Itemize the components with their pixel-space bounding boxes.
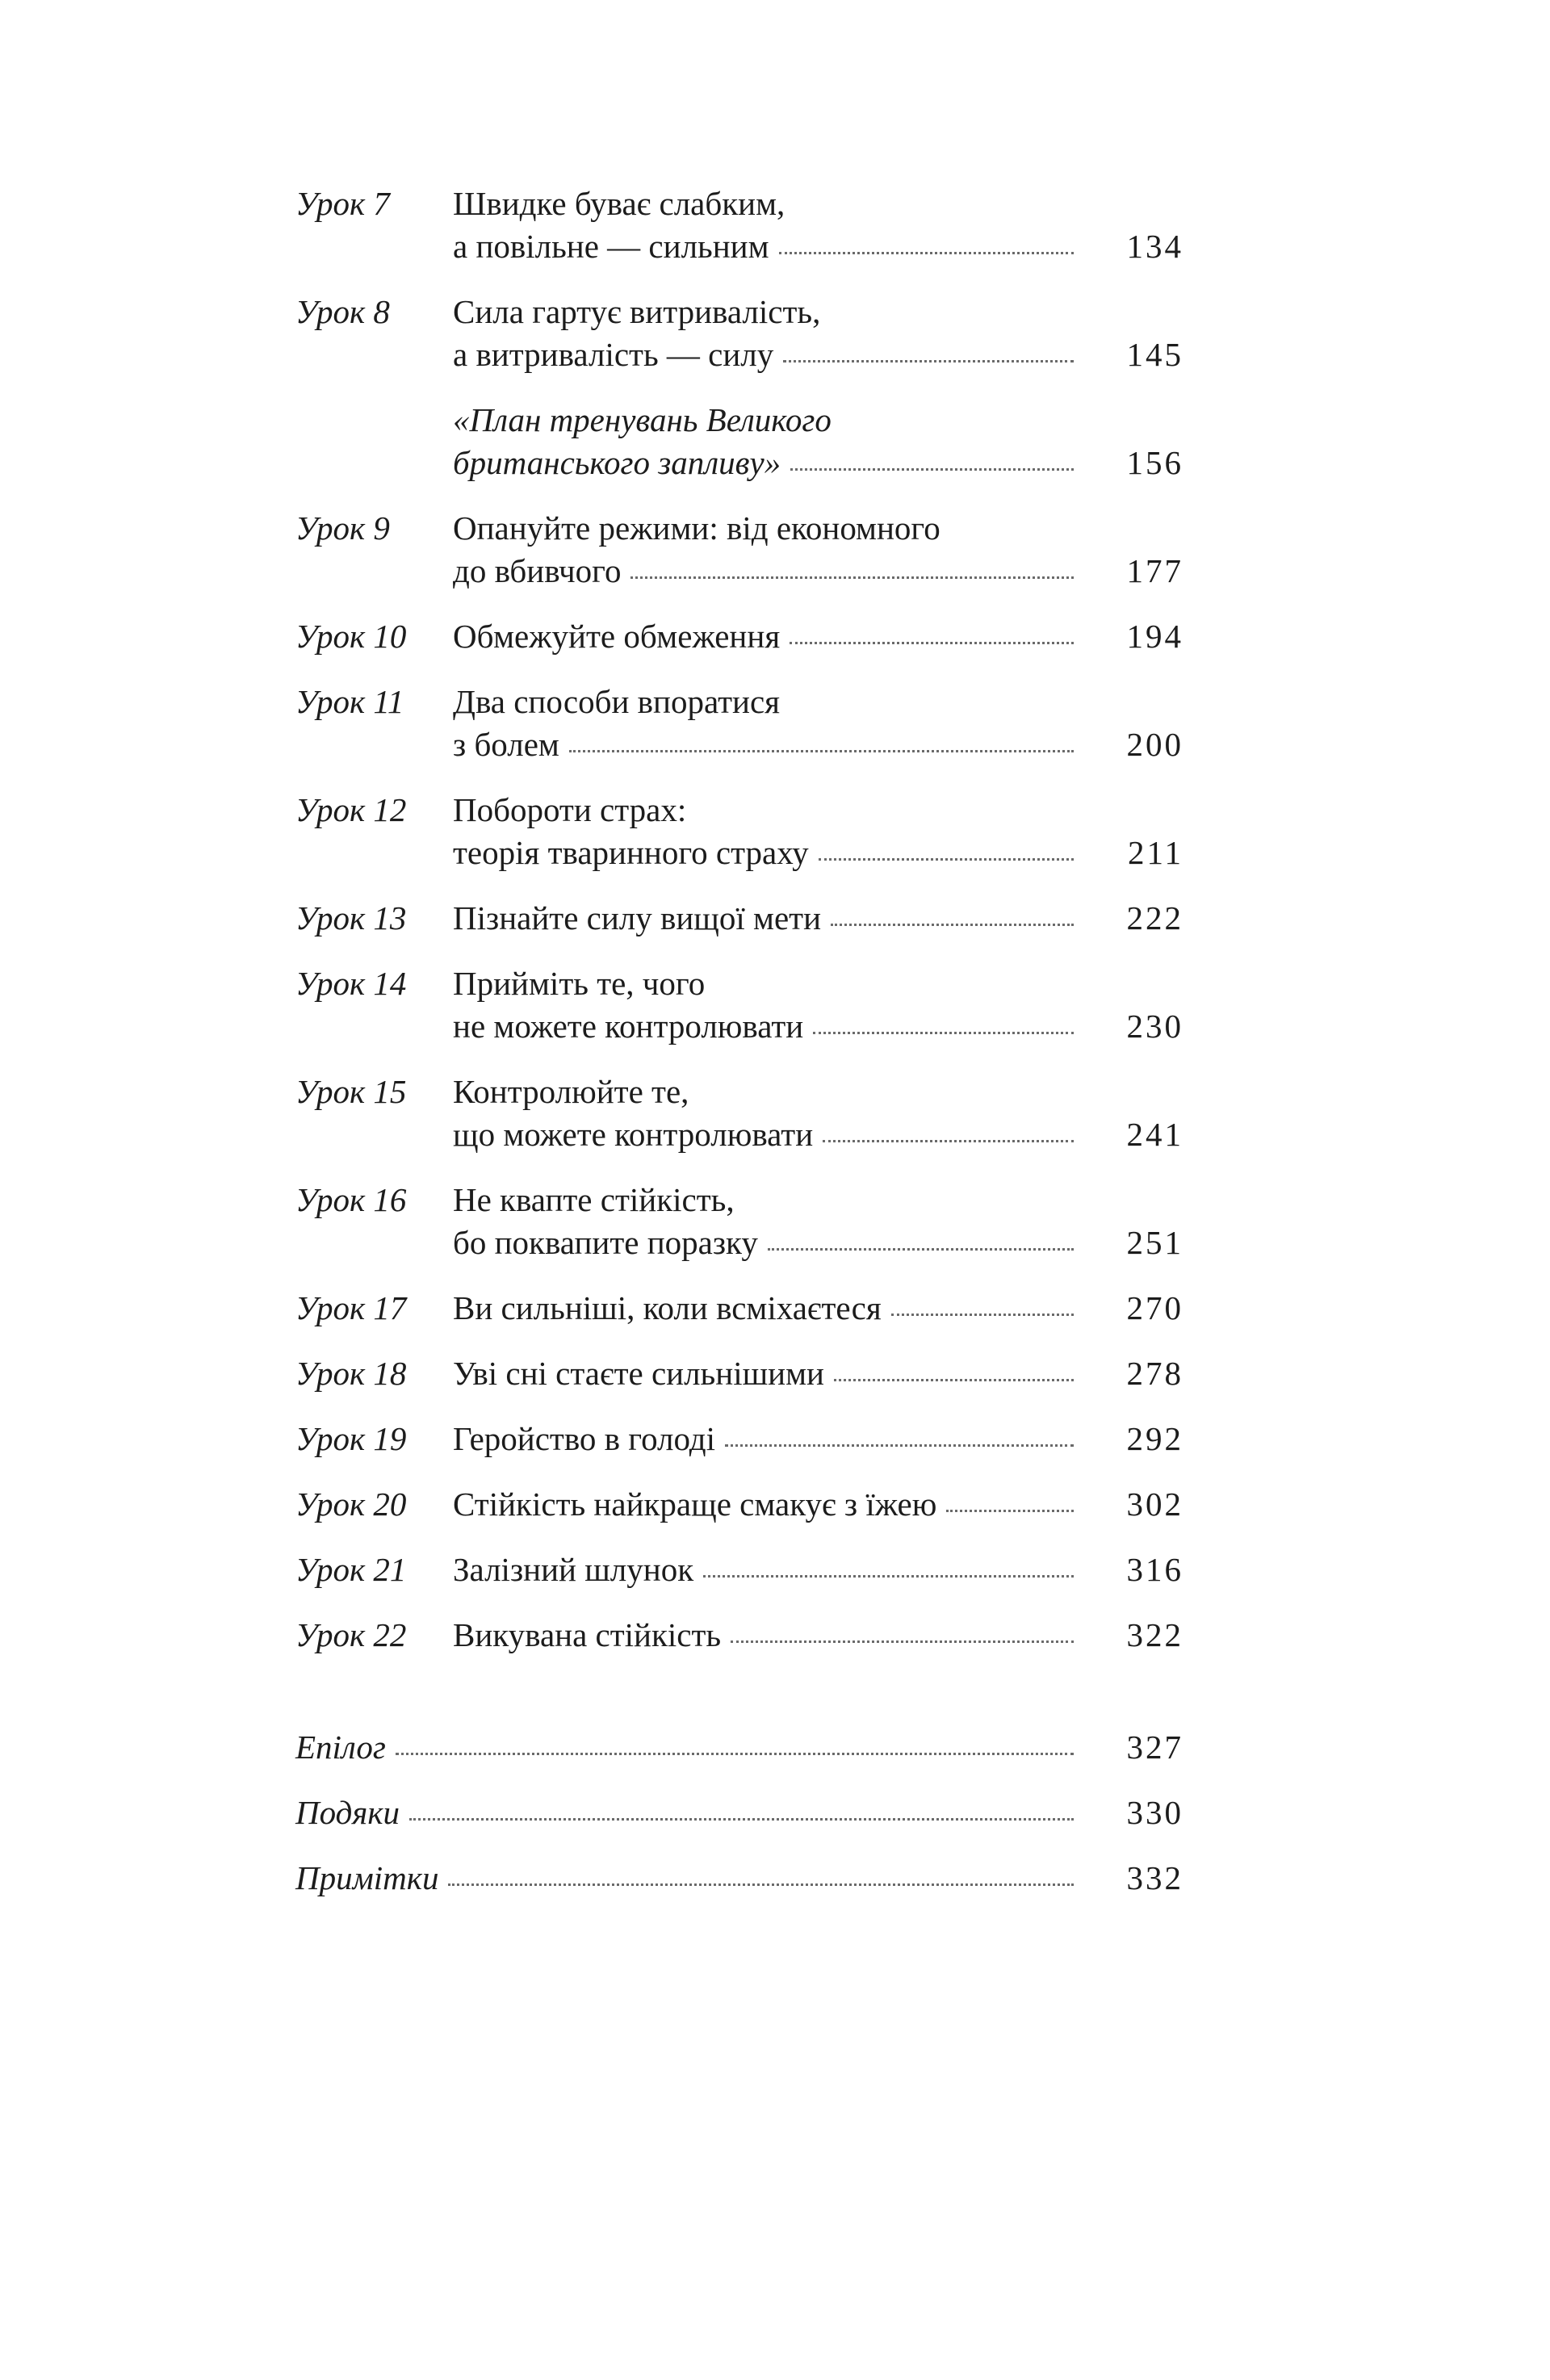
lesson-label: Урок 20 [295,1485,407,1523]
dot-leader [725,1444,1074,1447]
entry-leader-row [453,1221,1183,1264]
entry-leader-row [453,1614,1183,1657]
entry-title-line: бо поквапите поразку [453,1224,758,1261]
lesson-label: Урок 11 [295,683,404,720]
entry-title-block [453,291,1183,376]
entry-leader-row [295,1791,1183,1834]
page-number: 302 [1126,1485,1183,1523]
dot-leader [703,1575,1074,1578]
dot-leader [783,360,1074,362]
page-number: 270 [1126,1289,1183,1326]
page-number: 292 [1126,1420,1183,1457]
page-number: 230 [1126,1008,1183,1045]
page-number: 322 [1126,1616,1183,1653]
lesson-label: Урок 7 [295,185,390,222]
lesson-label: Урок 10 [295,618,407,655]
toc-back-entry[interactable] [295,1791,1183,1834]
page-number: 211 [1128,834,1183,871]
toc-back-entry[interactable] [295,1857,1183,1900]
entry-leader-row [453,1287,1183,1330]
toc-entry[interactable] [295,507,1183,593]
entry-title-line: Контролюйте те, [453,1073,689,1110]
lesson-label: Урок 22 [295,1616,407,1653]
entry-title-line: а повільне — сильним [453,228,769,265]
entry-leader-row [453,550,1183,593]
entry-title-line: Не квапте стійкість, [453,1181,735,1218]
page-number: 332 [1126,1859,1183,1896]
toc-entry[interactable] [295,789,1183,874]
lesson-label: Урок 9 [295,509,390,547]
entry-title-line: з болем [453,726,559,763]
lesson-label: Урок 18 [295,1355,407,1392]
page-number: 327 [1126,1728,1183,1766]
entry-title-block [453,962,1183,1048]
dot-leader [823,1140,1074,1142]
entry-leader-row [453,442,1183,484]
entry-title-block [295,1791,1183,1834]
entry-title-block [453,1483,1183,1526]
entry-title-line: Два способи впоратися [453,683,780,720]
toc-entry[interactable] [295,681,1183,766]
entry-title-block [453,1548,1183,1591]
entry-title-block [453,897,1183,940]
section-divider [295,1679,1183,1726]
toc-entry[interactable] [295,1483,1183,1526]
entry-title-block [453,1418,1183,1460]
dot-leader [834,1379,1074,1381]
dot-leader [731,1640,1074,1643]
toc-entry[interactable] [295,1352,1183,1395]
entry-title-block [295,1726,1183,1769]
toc-entry[interactable] [295,1418,1183,1460]
entry-title-block [295,1857,1183,1900]
lesson-label: Урок 15 [295,1073,407,1110]
page-number: 145 [1126,336,1183,373]
back-matter-list [295,1726,1183,1900]
dot-leader [396,1753,1074,1755]
page-number: 194 [1126,618,1183,655]
toc-entry[interactable] [295,399,1183,484]
toc-entry[interactable] [295,291,1183,376]
lesson-label: Урок 14 [295,965,407,1002]
entry-title-line: Стійкість найкраще смакує з їжею [453,1485,937,1523]
entry-title-line: Уві сні стаєте сильнішими [453,1355,824,1392]
entry-title-line: Обмежуйте обмеження [453,618,781,655]
entry-leader-row [453,1418,1183,1460]
entry-title-block [453,789,1183,874]
dot-leader [779,252,1074,254]
entry-title-line: а витривалість — силу [453,336,774,373]
page-number: 222 [1126,899,1183,936]
entry-title-line: «План тренувань Великого [453,401,832,438]
toc-entry[interactable] [295,1548,1183,1591]
dot-leader [813,1032,1074,1034]
entry-leader-row [453,615,1183,658]
toc-entry[interactable] [295,1614,1183,1657]
dot-leader [790,642,1074,644]
entry-title-block [453,1352,1183,1395]
entry-title-line: Опануйте режими: від економного [453,509,940,547]
page-number: 278 [1126,1355,1183,1392]
dot-leader [630,576,1074,579]
dot-leader [790,468,1074,471]
entry-leader-row [453,1483,1183,1526]
page-number: 251 [1126,1224,1183,1261]
dot-leader [946,1510,1074,1512]
dot-leader [768,1248,1074,1251]
entry-leader-row [453,1548,1183,1591]
entry-title-block [453,1071,1183,1156]
entry-leader-row [453,723,1183,766]
lesson-label: Урок 19 [295,1420,407,1457]
dot-leader [831,924,1074,926]
page-number: 241 [1126,1116,1183,1153]
page-number: 177 [1126,552,1183,589]
entry-title-block [453,615,1183,658]
dot-leader [891,1314,1074,1316]
toc-entry[interactable] [295,962,1183,1048]
entry-title-line: Пізнайте силу вищої мети [453,899,822,936]
lesson-label: Урок 12 [295,791,407,828]
entry-leader-row [453,1113,1183,1156]
entry-title-line: до вбивчого [453,552,622,589]
page-number: 156 [1126,444,1183,481]
entry-title-line: Ви сильніші, коли всміхаєтеся [453,1289,882,1326]
lesson-label: Урок 13 [295,899,407,936]
page-number: 330 [1126,1794,1183,1831]
entry-leader-row [453,897,1183,940]
entry-title-line: Подяки [295,1794,400,1831]
toc-back-entry[interactable] [295,1726,1183,1769]
lesson-label: Урок 17 [295,1289,407,1326]
entry-title-line: Залізний шлунок [453,1551,694,1588]
page-number: 316 [1126,1551,1183,1588]
page-number: 200 [1126,726,1183,763]
lesson-label: Урок 8 [295,293,390,330]
entry-title-block [453,681,1183,766]
toc-entry[interactable] [295,182,1183,268]
entry-leader-row [453,1005,1183,1048]
entry-title-line: Геройство в голоді [453,1420,716,1457]
entry-title-block [453,1614,1183,1657]
toc-entry[interactable] [295,1179,1183,1264]
entry-title-block [453,399,1183,484]
page-number: 134 [1126,228,1183,265]
toc-entry[interactable] [295,897,1183,940]
entry-title-block [453,182,1183,268]
entry-leader-row [453,832,1183,874]
lesson-label: Урок 16 [295,1181,407,1218]
toc-entry[interactable] [295,1071,1183,1156]
entry-title-line: Сила гартує витривалість, [453,293,821,330]
entry-title-block [453,1287,1183,1330]
table-of-contents [295,182,1183,1922]
entry-title-line: Швидке буває слабким, [453,185,785,222]
toc-entry[interactable] [295,615,1183,658]
entry-leader-row [453,225,1183,268]
entry-title-line: що можете контролювати [453,1116,814,1153]
entry-title-line: британського запливу» [453,444,781,481]
dot-leader [409,1818,1074,1821]
toc-entry[interactable] [295,1287,1183,1330]
dot-leader [448,1883,1074,1886]
entry-leader-row [295,1857,1183,1900]
entry-title-line: теорія тваринного страху [453,834,809,871]
dot-leader [569,750,1074,752]
entry-title-line: не можете контролювати [453,1008,804,1045]
entry-leader-row [453,1352,1183,1395]
dot-leader [819,858,1074,861]
entry-leader-row [295,1726,1183,1769]
entry-title-block [453,507,1183,593]
entry-title-line: Примітки [295,1859,439,1896]
entry-title-block [453,1179,1183,1264]
lesson-list [295,182,1183,1657]
entry-title-line: Прийміть те, чого [453,965,706,1002]
entry-title-line: Викувана стійкість [453,1616,722,1653]
entry-title-line: Епілог [295,1728,386,1766]
lesson-label: Урок 21 [295,1551,407,1588]
entry-leader-row [453,333,1183,376]
entry-title-line: Побороти страх: [453,791,687,828]
